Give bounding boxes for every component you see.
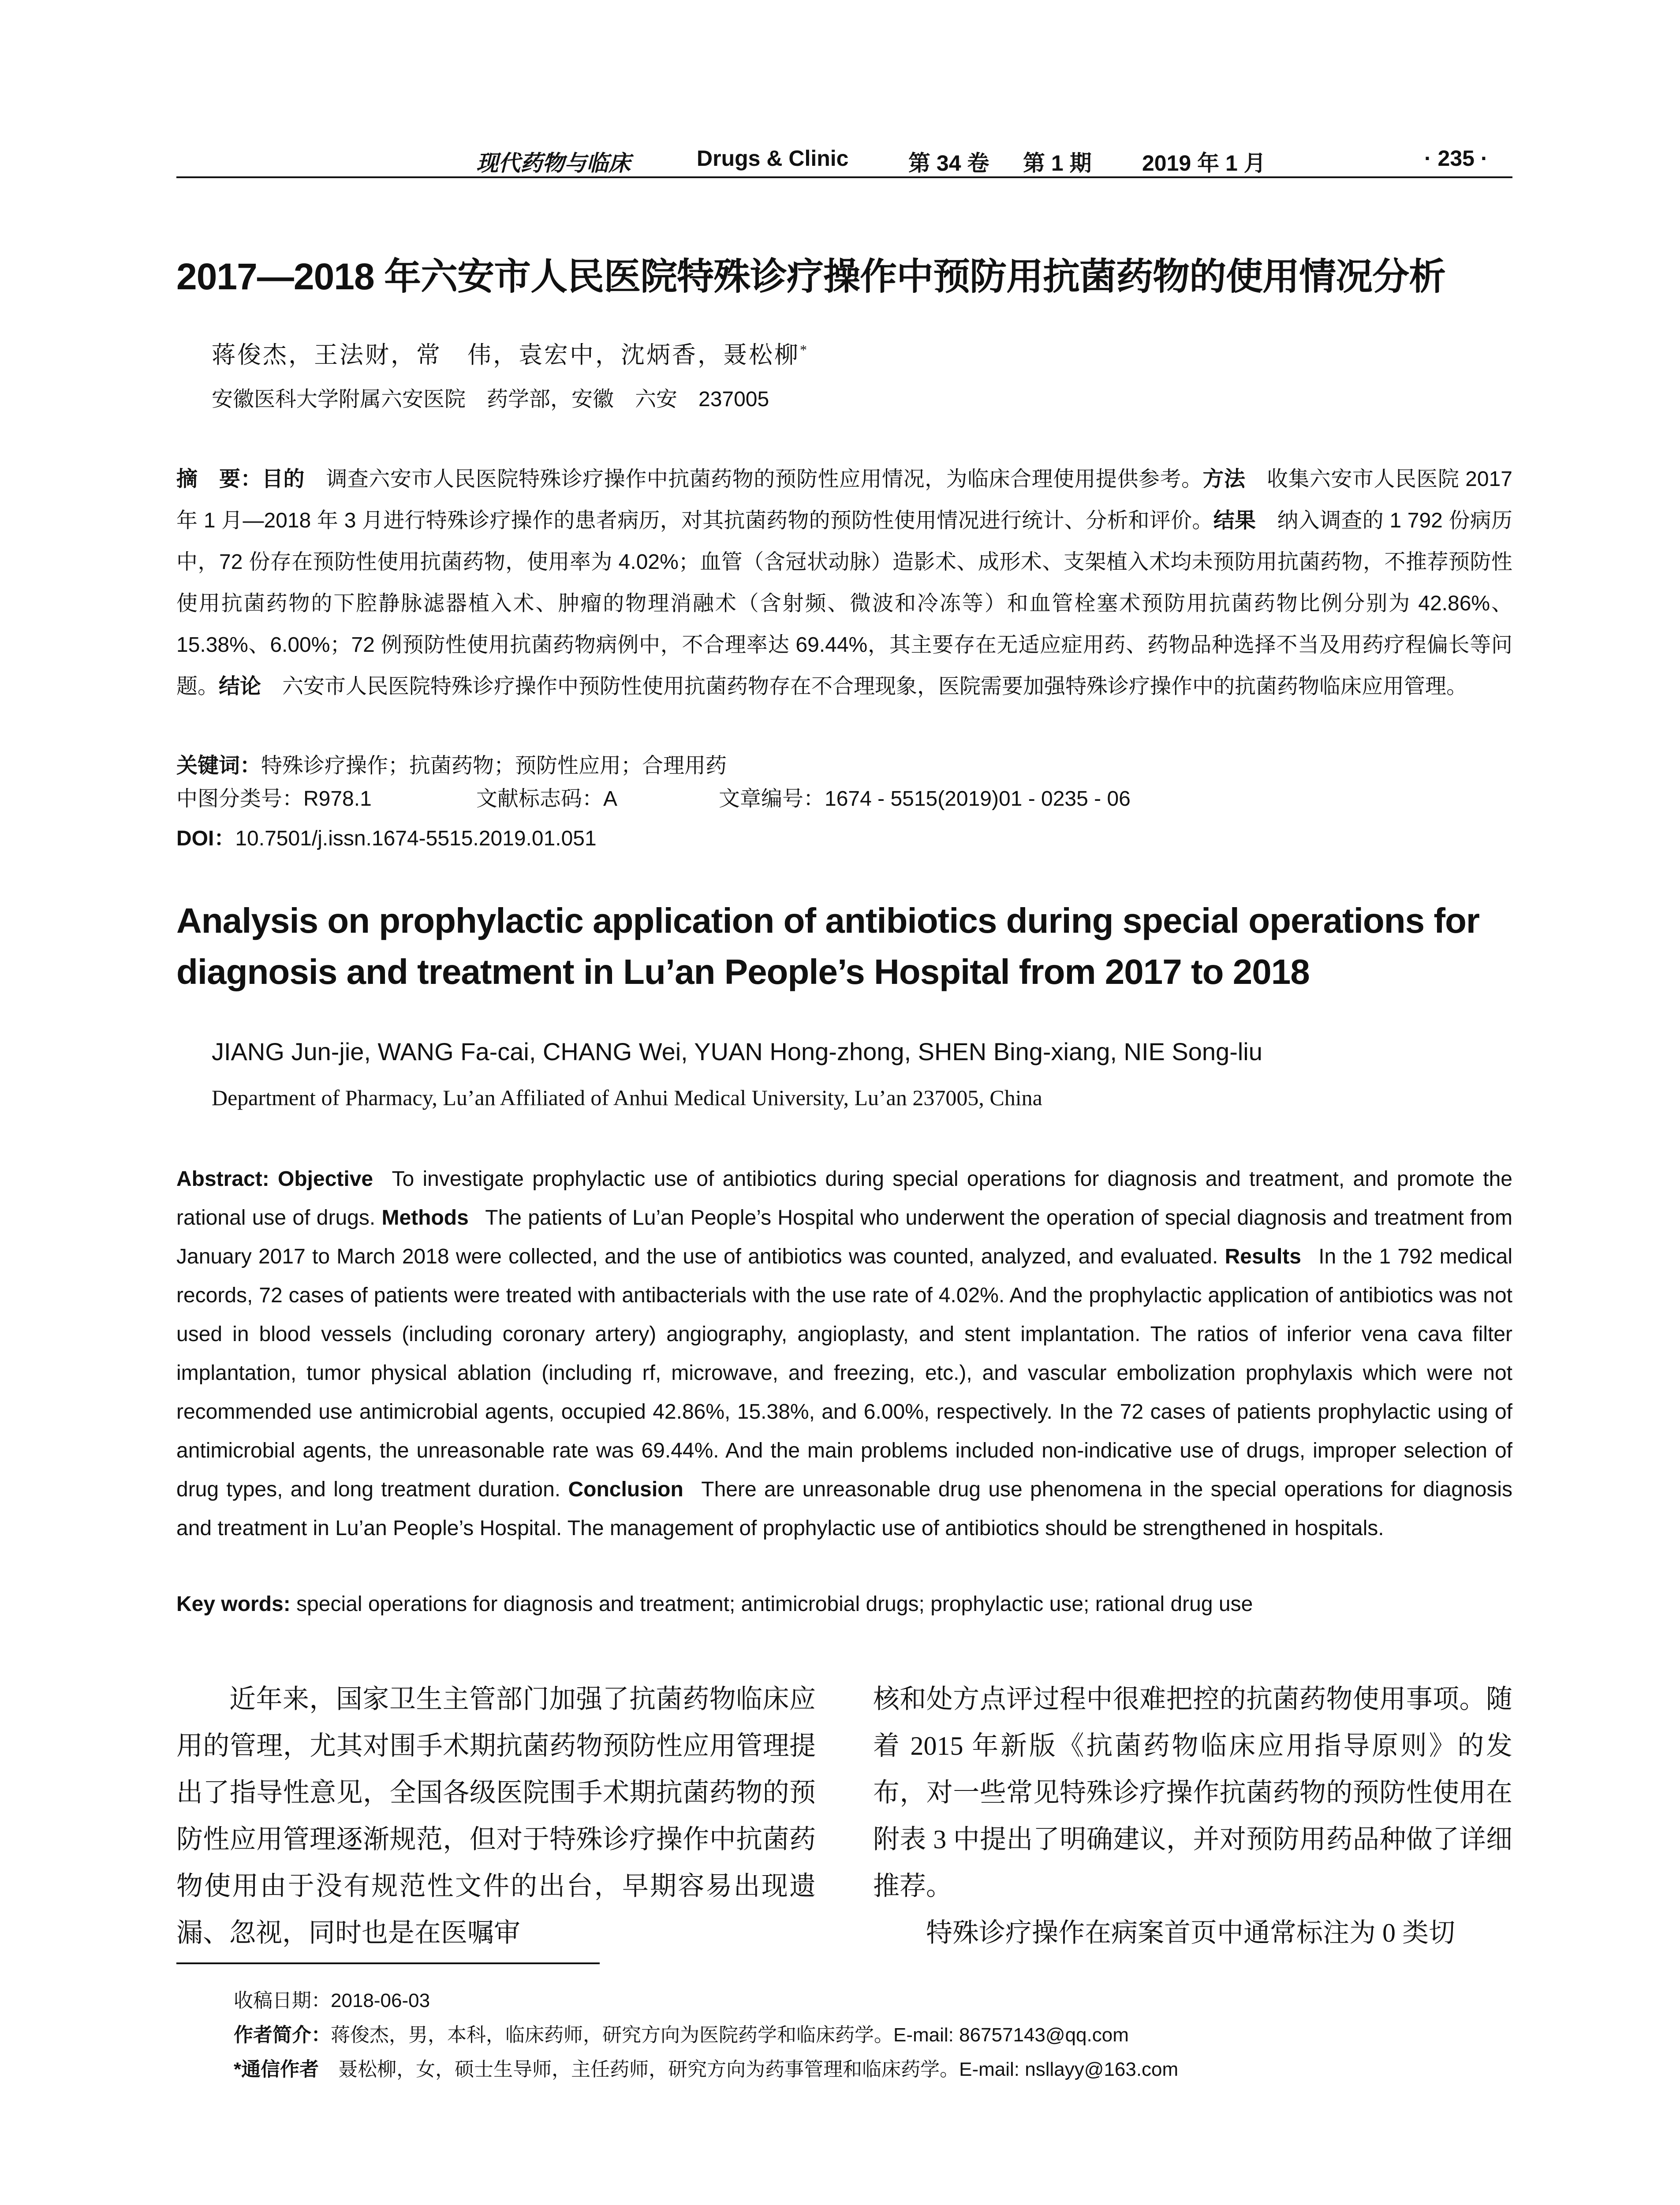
affiliation-en: Department of Pharmacy, Lu’an Affiliated of Anhui Medical University, Lu’an 237005, China [212, 1085, 1042, 1110]
corresponding-label: *通信作者 [234, 2059, 319, 2080]
keywords-cn [176, 745, 1512, 787]
abstract-en-label: Abstract: [176, 1167, 269, 1191]
objective-cn-label: 目的 [261, 467, 305, 491]
clc-number: 中图分类号：R978.1 [176, 787, 372, 811]
results-cn: 纳入调查的 1 792 份病历中，72 份存在预防性使用抗菌药物，使用率为 4.02%；血管（含冠状动脉）造影术、成形术、支架植入术均未预防用抗菌药物，不推荐预防性使用抗菌药物的下腔静脉滤器植入术、肿瘤的物理消融术（含射频、微波和冷冻等）和血管栓塞术预防用抗菌药物比例分别为 42.86%、15.38%、6.00%；72 例预防性使用抗菌药物病例中，不合理率达 69.44%，其主要存在无适应症用药、药物品种选择不当及用药疗程偏长等问题。 [176, 509, 1513, 698]
footnote-corresponding [234, 2053, 1178, 2082]
volume: 第 34 卷 [908, 151, 989, 176]
issue-date: 2019 年 1 月 [1142, 151, 1266, 176]
keywords-cn-label: 关键词： [176, 754, 261, 777]
journal-name-cn: 现代药物与临床 [476, 151, 631, 176]
title-cn: 2017—2018 年六安市人民医院特殊诊疗操作中预防用抗菌药物的使用情况分析 [176, 256, 1446, 297]
issue: 第 1 期 [1023, 151, 1092, 176]
body-column-right [873, 1676, 1512, 1956]
conclusion-en: There are unreasonable drug use phenomena in the special operations for diagnosis and treatment in Lu’an People’s Hospital. The management of prophylactic use of antibiotics should be strengthened in hospitals. [176, 1478, 1513, 1540]
methods-en-label: Methods [381, 1206, 469, 1230]
affiliation-cn: 安徽医科大学附属六安医院 药学部，安徽 六安 237005 [212, 388, 769, 411]
keywords-en [176, 1592, 1512, 1616]
objective-en-label: Objective [278, 1167, 373, 1191]
footnote-received: 收稿日期：2018-06-03 [234, 1990, 430, 2011]
results-cn-label: 结果 [1213, 509, 1256, 532]
keywords-en-text: special operations for diagnosis and treatment; antimicrobial drugs; prophylactic use; rational drug use [296, 1592, 1253, 1616]
conclusion-en-label: Conclusion [568, 1478, 683, 1501]
results-en-label: Results [1225, 1245, 1301, 1268]
abstract-cn-label: 摘 要： [176, 467, 262, 491]
corresponding-mark: * [800, 342, 809, 358]
classification-line [176, 781, 1512, 821]
running-header [176, 146, 1512, 176]
footnote-author-bio [234, 2019, 1129, 2047]
authors-cn [212, 336, 809, 370]
conclusion-cn-label: 结论 [219, 675, 261, 698]
objective-en: To investigate prophylactic use of antibiotics during special operations for diagnosis and treatment, and promote the rational use of drugs. [176, 1167, 1512, 1230]
header-rule [176, 176, 1512, 178]
article-number: 文章编号：1674 - 5515(2019)01 - 0235 - 06 [719, 787, 1131, 811]
objective-cn: 调查六安市人民医院特殊诊疗操作中抗菌药物的预防性应用情况，为临床合理使用提供参考。 [325, 467, 1203, 491]
doi-label: DOI： [176, 827, 235, 850]
results-en: In the 1 792 medical records, 72 cases of patients were treated with antibacterials with the use rate of 4.02%. And the prophylactic application of antibiotics was not used in blood vessels (including coronary artery) angiography, angioplasty, and stent implantation. The ratios of inferior vena cava filter implantation, tumor physical ablation (including rf, microwave, and freezing, etc.), and vascular embolization prophylaxis which were not recommended use antimicrobial agents, occupied 42.86%, 15.38%, and 6.00%, respectively. In the 72 cases of patients prophylactic using of antimicrobial agents, the unreasonable rate was 69.44%. And the main problems included non-indicative use of drugs, improper selection of drug types, and long treatment duration. [176, 1245, 1513, 1501]
corresponding-text: 聂松柳，女，硕士生导师，主任药师，研究方向为药事管理和临床药学。E-mail: nsllayy@163.com [338, 2059, 1179, 2080]
journal-name-en: Drugs & Clinic [697, 146, 849, 171]
methods-cn-label: 方法 [1202, 467, 1246, 491]
title-en: Analysis on prophylactic application of antibiotics during special operations for diagnosis and treatment in Lu’an People’s Hospital from 2017 to 2018 [176, 901, 1480, 991]
keywords-cn-text: 特殊诊疗操作；抗菌药物；预防性应用；合理用药 [261, 754, 727, 777]
body-paragraph-continued: 核和处方点评过程中很难把控的抗菌药物使用事项。随着 2015 年新版《抗菌药物临床应用指导原则》的发布，对一些常见特殊诊疗操作抗菌药物的预防性使用在附表 3 中提出了明确建议，并对预防用药品种做了详细推荐。 [873, 1685, 1512, 1901]
conclusion-cn: 六安市人民医院特殊诊疗操作中预防性使用抗菌药物存在不合理现象，医院需要加强特殊诊疗操作中的抗菌药物临床应用管理。 [282, 675, 1468, 698]
author-bio-label: 作者简介： [234, 2024, 331, 2046]
author-bio-text: 蒋俊杰，男，本科，临床药师，研究方向为医院药学和临床药学。E-mail: 86757143@qq.com [331, 2024, 1129, 2046]
keywords-en-label: Key words: [176, 1592, 291, 1616]
page-number: · 235 · [1424, 146, 1488, 171]
doi [176, 821, 597, 852]
methods-cn: 收集六安市人民医院 2017 年 1 月—2018 年 3 月进行特殊诊疗操作的患者病历，对其抗菌药物的预防性使用情况进行统计、分析和评价。 [176, 467, 1512, 532]
body-paragraph: 近年来，国家卫生主管部门加强了抗菌药物临床应用的管理，尤其对围手术期抗菌药物预防性应用管理提出了指导性意见，全国各级医院围手术期抗菌药物的预防性应用管理逐渐规范，但对于特殊诊疗操作中抗菌药物使用由于没有规范性文件的出台，早期容易出现遗漏、忽视，同时也是在医嘱审 [176, 1685, 816, 1947]
footnote-rule [176, 1962, 600, 1964]
body-paragraph: 特殊诊疗操作在病案首页中通常标注为 0 类切 [926, 1918, 1455, 1947]
abstract-cn [176, 459, 1512, 707]
methods-en: The patients of Lu’an People’s Hospital who underwent the operation of special diagnosis and treatment from January 2017 to March 2018 were collected, and the use of antibiotics was counted, analyzed, and evaluated. [176, 1206, 1513, 1268]
doi-value: 10.7501/j.issn.1674-5515.2019.01.051 [235, 827, 597, 850]
document-code: 文献标志码：A [476, 787, 618, 811]
body-column-left [176, 1676, 816, 1956]
abstract-en [176, 1160, 1512, 1548]
authors-cn-names: 蒋俊杰，王法财，常 伟，袁宏中，沈炳香，聂松柳 [212, 342, 800, 368]
authors-en: JIANG Jun-jie, WANG Fa-cai, CHANG Wei, YUAN Hong-zhong, SHEN Bing-xiang, NIE Song-liu [212, 1038, 1262, 1065]
